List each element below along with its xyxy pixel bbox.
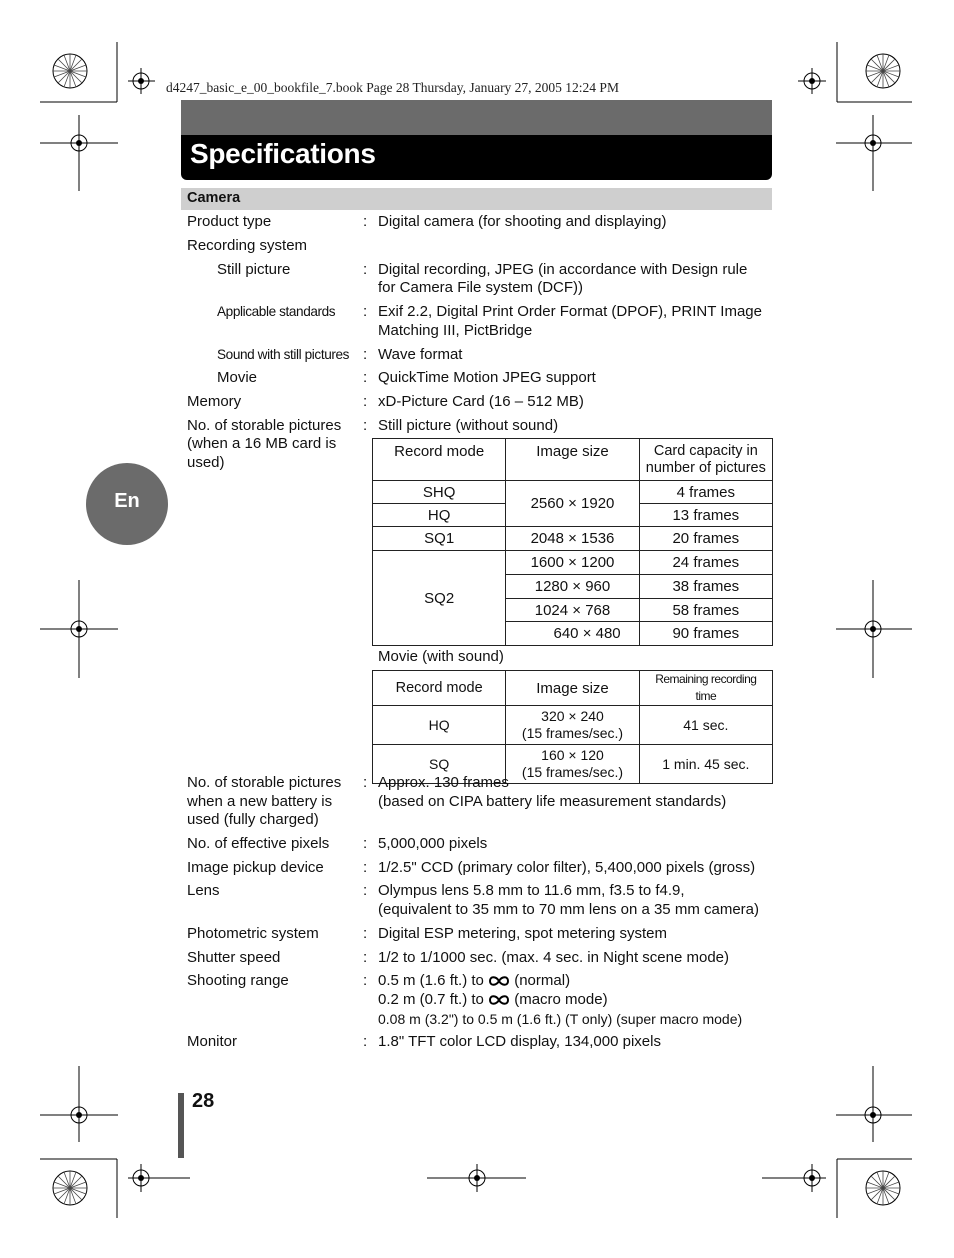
spec-value-applicable-standards-1: Exif 2.2, Digital Print Order Format (DPOF), PRINT Image — [378, 303, 762, 320]
page-title: Specifications — [190, 138, 376, 169]
spec-value-still-picture-2: for Camera File system (DCF)) — [378, 279, 584, 296]
print-header-line: d4247_basic_e_00_bookfile_7.book Page 28 Thursday, January 27, 2005 12:24 PM — [166, 80, 619, 95]
table-header: Record mode — [373, 671, 506, 706]
table-cell: 41 sec. — [639, 706, 772, 745]
table-header: Record mode — [373, 439, 506, 481]
table-cell: SQ2 — [373, 551, 506, 646]
table-cell: HQ — [373, 706, 506, 745]
language-tab-label: En — [114, 490, 140, 512]
table-cell: SQ1 — [373, 527, 506, 551]
table-cell: 90 frames — [639, 622, 772, 646]
spec-value-sound-with-still: Wave format — [378, 346, 463, 363]
table-header: Image size — [506, 671, 639, 706]
spec-label-effective-pixels: No. of effective pixels — [187, 835, 330, 852]
spec-value-movie: QuickTime Motion JPEG support — [378, 369, 596, 386]
table-header: Remaining recording time — [639, 671, 772, 706]
colon: : — [363, 417, 368, 434]
table-cell: 640 × 480 — [506, 622, 639, 646]
table-cell: 4 frames — [639, 481, 772, 504]
spec-label-shutter: Shutter speed — [187, 949, 281, 966]
colon: : — [363, 393, 368, 410]
table-cell: SQ — [373, 745, 506, 784]
page-number-bar — [178, 1093, 184, 1158]
spec-value-lens-2: (equivalent to 35 mm to 70 mm lens on a 35 mm camera) — [378, 901, 759, 918]
cell-line: (15 frames/sec.) — [521, 764, 624, 780]
spec-value-monitor: 1.8" TFT color LCD display, 134,000 pixels — [378, 1033, 661, 1050]
table-cell: 1024 × 768 — [506, 599, 639, 622]
spec-value-shooting-range-1 — [378, 972, 570, 991]
spec-label-photometric: Photometric system — [187, 925, 319, 942]
spec-value-shutter: 1/2 to 1/1000 sec. (max. 4 sec. in Night scene mode) — [378, 949, 730, 966]
infinity-icon — [488, 975, 510, 987]
table-cell: 58 frames — [639, 599, 772, 622]
section-band — [181, 188, 772, 210]
table-cell: 20 frames — [639, 527, 772, 551]
colon: : — [363, 835, 368, 852]
section-heading: Camera — [187, 190, 241, 206]
spec-label-storable-1: No. of storable pictures — [187, 417, 342, 434]
spec-value-effective-pixels: 5,000,000 pixels — [378, 835, 488, 852]
colon: : — [363, 261, 368, 278]
cell-line: 320 × 240 — [541, 708, 604, 724]
spec-label-movie: Movie — [217, 369, 258, 386]
spec-label-shooting-range: Shooting range — [187, 972, 289, 989]
spec-label-battery-1: No. of storable pictures — [187, 774, 342, 791]
range-text: (normal) — [514, 972, 571, 989]
table-cell: HQ — [373, 504, 506, 527]
colon: : — [363, 1033, 368, 1050]
spec-label-battery-2: when a new battery is — [187, 793, 333, 810]
colon: : — [363, 925, 368, 942]
still-picture-table — [372, 438, 773, 646]
spec-label-product-type: Product type — [187, 213, 272, 230]
spec-value-product-type: Digital camera (for shooting and displaying) — [378, 213, 667, 230]
table-cell: 24 frames — [639, 551, 772, 575]
spec-value-applicable-standards-2: Matching III, PictBridge — [378, 322, 533, 339]
page-number: 28 — [192, 1090, 215, 1112]
colon: : — [363, 859, 368, 876]
colon: : — [363, 369, 368, 386]
table-header: Image size — [506, 439, 639, 481]
spec-label-applicable-standards: Applicable standards — [217, 304, 336, 319]
spec-label-storable-2: (when a 16 MB card is — [187, 435, 337, 452]
colon: : — [363, 213, 368, 230]
colon: : — [363, 303, 368, 320]
range-text: 0.5 m (1.6 ft.) to — [378, 972, 484, 989]
spec-label-lens: Lens — [187, 882, 220, 899]
spec-value-battery-2: (based on CIPA battery life measurement standards) — [378, 793, 727, 810]
table-cell-size — [506, 706, 639, 745]
range-text: 0.2 m (0.7 ft.) to — [378, 991, 484, 1008]
colon: : — [363, 774, 368, 791]
spec-value-lens-1: Olympus lens 5.8 mm to 11.6 mm, f3.5 to f4.9, — [378, 882, 685, 899]
spec-value-shooting-range-3: 0.08 m (3.2") to 0.5 m (1.6 ft.) (T only) (super macro mode) — [378, 1011, 743, 1027]
header-line: number of pictures — [645, 459, 766, 476]
spec-label-still-picture: Still picture — [217, 261, 291, 278]
spec-label-storable-3: used) — [187, 454, 225, 471]
colon: : — [363, 972, 368, 989]
spec-value-battery-1: Approx. 130 frames — [378, 774, 509, 791]
table-cell: SHQ — [373, 481, 506, 504]
movie-heading: Movie (with sound) — [378, 648, 504, 665]
infinity-icon — [488, 994, 510, 1006]
spec-value-pickup-device: 1/2.5" CCD (primary color filter), 5,400,000 pixels (gross) — [378, 859, 756, 876]
table-cell: 38 frames — [639, 575, 772, 599]
colon: : — [363, 949, 368, 966]
table-cell: 1600 × 1200 — [506, 551, 639, 575]
spec-label-recording-system: Recording system — [187, 237, 308, 254]
spec-value-shooting-range-2 — [378, 991, 608, 1010]
range-text: (macro mode) — [514, 991, 608, 1008]
header-line: Card capacity in — [653, 442, 758, 459]
table-header-capacity — [639, 439, 772, 481]
table-cell: 13 frames — [639, 504, 772, 527]
table-cell: 2048 × 1536 — [506, 527, 639, 551]
colon: : — [363, 882, 368, 899]
spec-value-memory: xD-Picture Card (16 – 512 MB) — [378, 393, 584, 410]
table-cell: 2560 × 1920 — [506, 481, 639, 527]
spec-label-battery-3: used (fully charged) — [187, 811, 319, 828]
movie-table — [372, 670, 773, 784]
table-cell-size — [506, 745, 639, 784]
spec-label-pickup-device: Image pickup device — [187, 859, 324, 876]
table-cell: 1280 × 960 — [506, 575, 639, 599]
title-band-top — [181, 100, 772, 135]
spec-label-monitor: Monitor — [187, 1033, 238, 1050]
table-cell: 1 min. 45 sec. — [639, 745, 772, 784]
spec-value-still-picture-1: Digital recording, JPEG (in accordance with Design rule — [378, 261, 748, 278]
cell-line: 160 × 120 — [541, 747, 604, 763]
spec-label-sound-with-still: Sound with still pictures — [217, 347, 350, 362]
spec-value-photometric: Digital ESP metering, spot metering system — [378, 925, 668, 942]
cell-line: (15 frames/sec.) — [521, 725, 624, 741]
spec-label-memory: Memory — [187, 393, 242, 410]
spec-value-storable: Still picture (without sound) — [378, 417, 559, 434]
colon: : — [363, 346, 368, 363]
